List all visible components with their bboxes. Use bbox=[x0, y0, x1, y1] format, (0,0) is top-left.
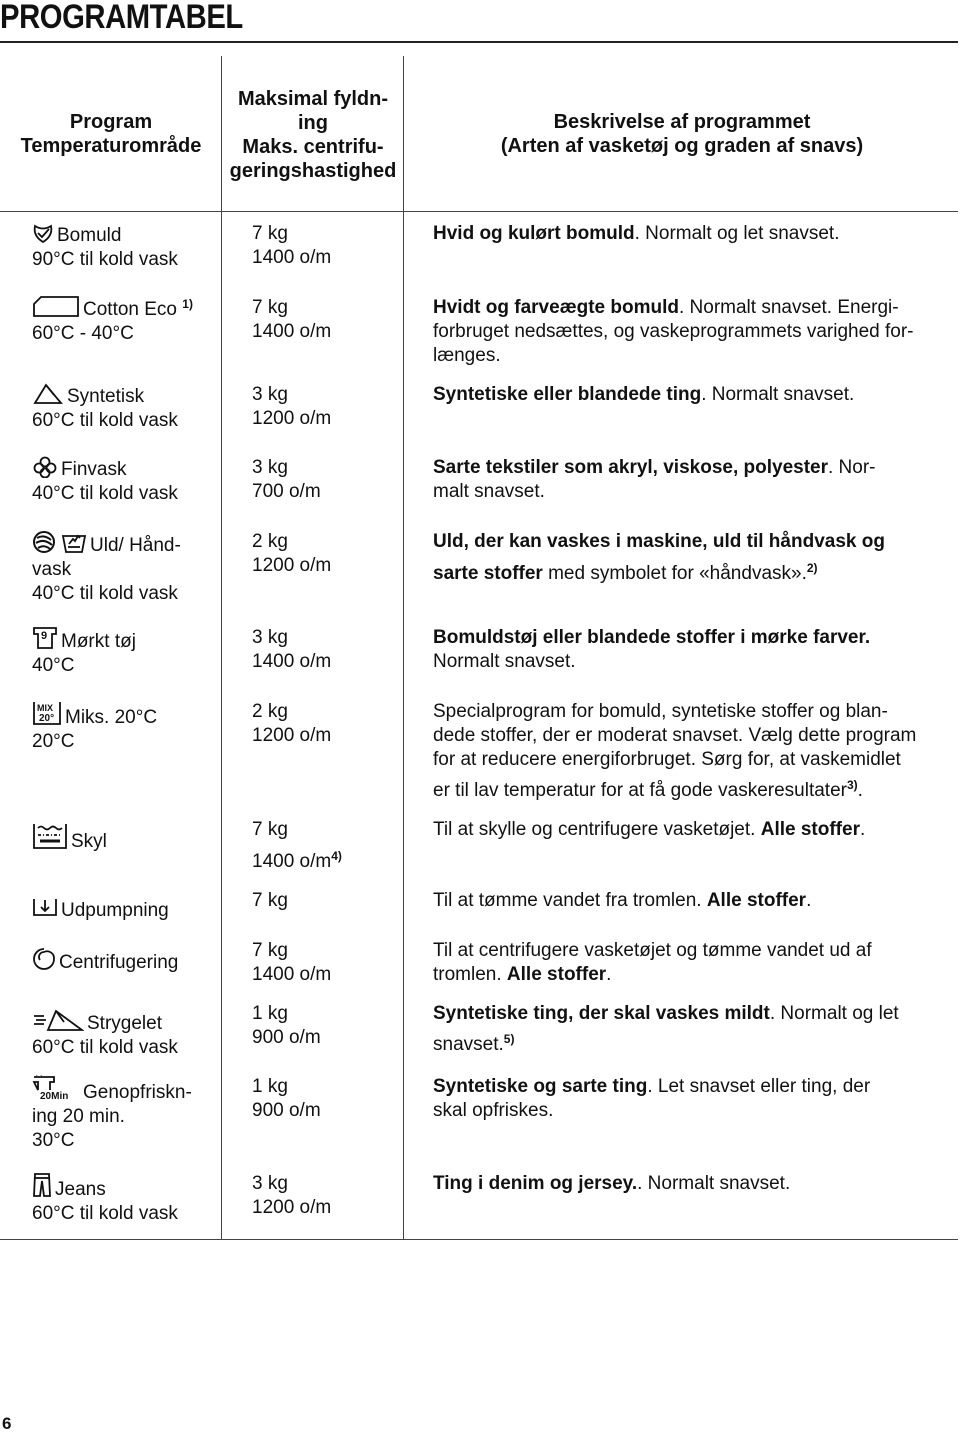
description-cell: Syntetiske eller blandede ting. Normalt snavset. bbox=[433, 384, 855, 405]
description-cell: Sarte tekstiler som akryl, viskose, polyester. Nor- malt snavset. bbox=[433, 457, 876, 502]
page-title: PROGRAMTABEL bbox=[0, 0, 243, 36]
program-cell: Bomuld 90°C til kold vask bbox=[32, 222, 217, 272]
wool-icon bbox=[32, 530, 58, 554]
description-cell: Syntetiske ting, der skal vaskes mildt. Normalt og let snavset.$^{5)}$ bbox=[433, 1003, 899, 1055]
svg-text:9: 9 bbox=[41, 630, 48, 642]
description-cell: Til at skylle og centrifugere vasketøjet. Alle stoffer. bbox=[433, 819, 866, 840]
header-program: Program Temperaturområde bbox=[20, 111, 202, 157]
spin-icon bbox=[32, 947, 56, 971]
description-cell: Til at tømme vandet fra tromlen. Alle stoffer. bbox=[433, 890, 812, 911]
title-rule bbox=[0, 41, 958, 43]
load-cell: 7 kg 1400 $o/m^{4)}$ bbox=[252, 819, 342, 872]
program-cell: Jeans 60°C til kold vask bbox=[32, 1172, 217, 1226]
drain-icon bbox=[32, 897, 58, 919]
program-cell: Centrifugering bbox=[32, 947, 217, 975]
description-cell: Specialprogram for bomuld, syntetiske stoffer og blan- dede stoffer, der er moderat snavset. Vælg dette program for at reducere energiforbruget. Sørg for, at vaskemidlet er til lav temperatur for at få gode vaskeresultater$^{3)}$. bbox=[433, 701, 917, 801]
description-cell: Til at centrifugere vasketøjet og tømme vandet ud af tromlen. Alle stoffer. bbox=[433, 940, 872, 985]
handwash-icon bbox=[61, 530, 87, 554]
description-cell: Ting i denim og jersey.. Normalt snavset. bbox=[433, 1173, 791, 1194]
svg-text:MIX: MIX bbox=[37, 703, 54, 713]
column-divider-1 bbox=[221, 56, 222, 1240]
description-cell: Uld, der kan vaskes i maskine, uld til håndvask og sarte stoffer med symbolet for «håndvask».$^{2)}$ bbox=[433, 531, 885, 584]
rinse-icon bbox=[32, 822, 68, 850]
description-cell: Syntetiske og sarte ting. Let snavset eller ting, der skal opfriskes. bbox=[433, 1076, 871, 1121]
load-cell: 2 kg 1200 o/m bbox=[252, 701, 332, 746]
load-cell: 7 kg 1400 o/m bbox=[252, 297, 332, 342]
mix-20-icon bbox=[32, 700, 62, 726]
header-bottom-rule bbox=[0, 211, 958, 212]
program-cell: Skyl bbox=[32, 822, 217, 854]
page-number: 6 bbox=[2, 1414, 12, 1433]
load-cell: 3 kg 1200 o/m bbox=[252, 384, 332, 429]
header-load-speed: Maksimal fyldn- ing Maks. centrifu- geringshastighed bbox=[229, 88, 397, 182]
description-cell: Hvidt og farveægte bomuld. Normalt snavset. Energi- forbruget nedsættes, og vaskeprogrammets varighed for- længes. bbox=[433, 297, 914, 366]
description-cell: Bomuldstøj eller blandede stoffer i mørke farver. Normalt snavset. bbox=[433, 627, 871, 672]
program-cell: Uld/ Hånd- vask 40°C til kold vask bbox=[32, 530, 217, 606]
load-cell: 7 kg 1400 o/m bbox=[252, 940, 332, 985]
svg-text:20Min: 20Min bbox=[40, 1091, 69, 1101]
easy-iron-icon bbox=[32, 1008, 84, 1032]
program-cell: Udpumpning bbox=[32, 897, 217, 923]
column-divider-2 bbox=[403, 56, 404, 1240]
program-cell: MIX 20° Miks. 20°C 20°C bbox=[32, 700, 217, 754]
load-cell: 1 kg 900 o/m bbox=[252, 1003, 321, 1048]
dark-garments-icon bbox=[32, 626, 58, 650]
program-cell: 9 Mørkt tøj 40°C bbox=[32, 626, 217, 678]
refresh-20min-icon bbox=[32, 1075, 80, 1101]
table-bottom-rule bbox=[0, 1239, 958, 1240]
load-cell: 2 kg 1200 o/m bbox=[252, 531, 332, 576]
load-cell: 3 kg 1400 o/m bbox=[252, 627, 332, 672]
eco-icon bbox=[32, 296, 80, 318]
header-description: Beskrivelse af programmet (Arten af vasketøj og graden af snavs) bbox=[500, 111, 864, 157]
load-cell: 3 kg 700 o/m bbox=[252, 457, 321, 502]
program-cell: Syntetisk 60°C til kold vask bbox=[32, 383, 217, 433]
load-cell: 7 kg bbox=[252, 890, 288, 911]
delicate-icon bbox=[32, 456, 58, 478]
program-cell: 20Min Genopfriskn- ing 20 min. 30°C bbox=[32, 1075, 217, 1153]
jeans-icon bbox=[32, 1172, 52, 1198]
cotton-icon bbox=[32, 222, 54, 244]
program-cell: Cotton Eco $^{1)}$ 60°C - 40°C bbox=[32, 297, 193, 344]
program-cell: Finvask 40°C til kold vask bbox=[32, 456, 217, 506]
program-cell: Strygelet 60°C til kold vask bbox=[32, 1008, 217, 1060]
svg-text:20°: 20° bbox=[39, 713, 55, 724]
load-cell: 7 kg 1400 o/m bbox=[252, 223, 332, 268]
description-cell: Hvid og kulørt bomuld. Normalt og let snavset. bbox=[433, 223, 840, 244]
synthetic-icon bbox=[32, 383, 64, 405]
load-cell: 3 kg 1200 o/m bbox=[252, 1173, 332, 1218]
load-cell: 1 kg 900 o/m bbox=[252, 1076, 321, 1121]
